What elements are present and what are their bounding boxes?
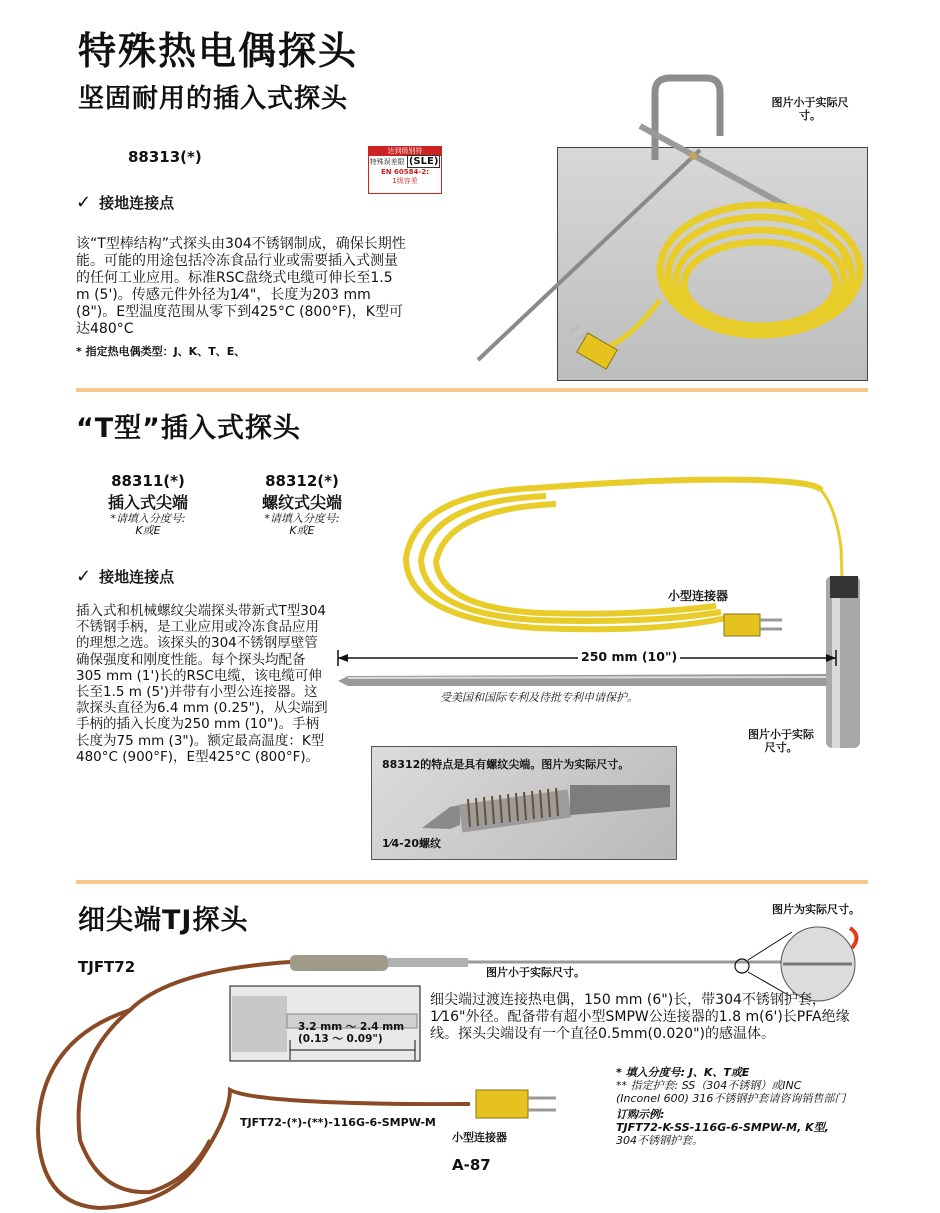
ground-junction-text: 接地连接点 xyxy=(99,194,175,212)
section2-title: “T型”插入式探头 xyxy=(76,413,301,444)
order-example-line2: 304不锈钢护套。 xyxy=(616,1134,703,1147)
inset-caption-88312: 88312的特点是具有螺纹尖端。图片为实际尺寸。 xyxy=(382,758,630,771)
t-handle xyxy=(826,576,860,748)
thread-section xyxy=(459,789,572,832)
ordering-notes xyxy=(616,1066,886,1147)
note-calibration: * 填入分度号: J、K、T或E xyxy=(616,1066,750,1079)
model-88312-note: *请填入分度号: xyxy=(264,512,340,525)
mini-connector-t xyxy=(724,614,760,636)
mini-connector-label-t: 小型连接器 xyxy=(668,589,729,603)
page-title: 特殊热电偶探头 xyxy=(78,29,359,73)
red-arrow-icon xyxy=(850,928,857,948)
t-handle-loop xyxy=(655,78,720,160)
sle-badge xyxy=(368,146,442,194)
grounded-check-icon: ✓ xyxy=(76,192,92,213)
coiled-cable-t xyxy=(406,480,821,630)
model-88311-note: *请填入分度号: xyxy=(110,512,186,525)
probe-shaft xyxy=(478,150,700,360)
t-handle-bar xyxy=(640,126,790,208)
photo-t-probe xyxy=(336,468,876,748)
photo-caption-t-probe: 图片小于实际尺寸。 xyxy=(748,728,814,754)
order-example-title: 订购示例: xyxy=(616,1108,665,1121)
handle-cap xyxy=(830,576,858,598)
section1-footnote: * 指定热电偶类型：J、K、T、E、 xyxy=(76,345,246,358)
dimension-tip xyxy=(298,1021,404,1045)
section3-description: 细尖端过渡连接热电偶，150 mm (6")长，带304不锈钢护套，1⁄16"外径。配备带有超小型SMPW公连接器的1.8 m(6')长PFA绝缘线。探头尖端设有一个直径0.5mm(0.020")的感温体。 xyxy=(430,992,850,1042)
section-divider-2 xyxy=(76,880,868,884)
sle-badge-header: 达到级别符 xyxy=(369,147,441,156)
threaded-tip-drawing xyxy=(420,785,670,845)
reduced-sheath xyxy=(388,958,468,967)
coiled-cable xyxy=(660,205,860,335)
model-88311 xyxy=(88,472,208,537)
ground-junction-label-2 xyxy=(76,566,174,587)
model-88313: 88313(*) xyxy=(128,148,202,166)
ground-junction-label-1 xyxy=(76,192,174,213)
transition-handle xyxy=(290,955,388,971)
model-88311-name: 插入式尖端 xyxy=(107,493,188,512)
patent-note: 受美国和国际专利及待批专利申请保护。 xyxy=(440,691,638,704)
dimension-250mm: 250 mm (10") xyxy=(578,649,680,664)
dimension-tip-inch: (0.13 ～ 0.09") xyxy=(298,1033,383,1045)
smpw-connector xyxy=(476,1090,528,1118)
model-88312-name: 螺纹式尖端 xyxy=(261,493,342,512)
page-number: A-87 xyxy=(452,1156,491,1174)
mini-connector-88313 xyxy=(577,333,617,369)
ground-junction-text: 接地连接点 xyxy=(99,568,175,586)
model-88312-code: 88312(*) xyxy=(265,472,339,490)
part-number: TJFT72-(*)-(**)-116G-6-SMPW-M xyxy=(240,1116,436,1129)
photo-88313-probe xyxy=(460,70,880,390)
sle-badge-tolerance: 1级容差 xyxy=(392,177,418,185)
actual-size-caption: 图片为实际尺寸。 xyxy=(772,903,860,916)
note-sheath: ** 指定护套: SS（304不锈钢）或INC xyxy=(616,1079,802,1092)
thread-label: 1⁄4-20螺纹 xyxy=(382,837,442,850)
t-probe-shaft xyxy=(338,674,826,686)
model-88311-code: 88311(*) xyxy=(111,472,185,490)
model-88311-note-types: K或E xyxy=(135,524,161,537)
section1-description: 该“T型棒结构”式探头由304不锈钢制成，确保长期性能。可能的用途包括冷冻食品行业或需要插入式测量的任何工业应用。标准RSC盘绕式电缆可伸长至1.5 m (5')。传感元件外径为1⁄4"，长度为203 mm (8")。E型温度范围从零下到425°C (800°F)，K型可达480°C xyxy=(76,236,406,337)
cable-lead xyxy=(821,490,842,578)
model-88312-note-types: K或E xyxy=(289,524,315,537)
grounded-check-icon: ✓ xyxy=(76,566,92,587)
sle-badge-standard: EN 60584-2: xyxy=(380,168,429,176)
note-sheath-inconel: (Inconel 600) 316不锈钢护套请咨询销售部门 xyxy=(616,1092,846,1105)
sle-badge-code: (SLE) xyxy=(408,156,439,167)
section-divider-1 xyxy=(76,388,868,392)
order-example-line1: TJFT72-K-SS-116G-6-SMPW-M, K型, xyxy=(616,1121,829,1134)
section3-title: 细尖端TJ探头 xyxy=(78,905,249,936)
dimension-tip-mm: 3.2 mm ～ 2.4 mm xyxy=(298,1021,405,1033)
weld-joint xyxy=(689,152,697,160)
smpw-connector-label: 小型连接器 xyxy=(452,1131,507,1144)
section2-description: 插入式和机械螺纹尖端探头带新式T型304不锈钢手柄，是工业应用或冷冻食品应用的理想之选。该探头的304不锈钢厚壁管确保强度和刚度性能。每个探头均配备305 mm (1')长的RSC电缆，该电缆可伸长至1.5 m (5')并带有小型公连接器。这款探头直径为6.4 mm (0.25")，从尖端到手柄的插入长度为250 mm (10")。手柄长度为75 mm (3")。额定最高温度：K型480°C (900°F)，E型425°C (800°F)。 xyxy=(76,603,328,765)
photo-caption-88313: 图片小于实际尺寸。 xyxy=(771,96,849,122)
model-tjft72: TJFT72 xyxy=(78,958,136,976)
page-subtitle: 坚固耐用的插入式探头 xyxy=(78,84,349,114)
smaller-size-caption: 图片小于实际尺寸。 xyxy=(486,966,585,979)
sle-badge-prefix: 特殊误差限 xyxy=(369,158,405,166)
